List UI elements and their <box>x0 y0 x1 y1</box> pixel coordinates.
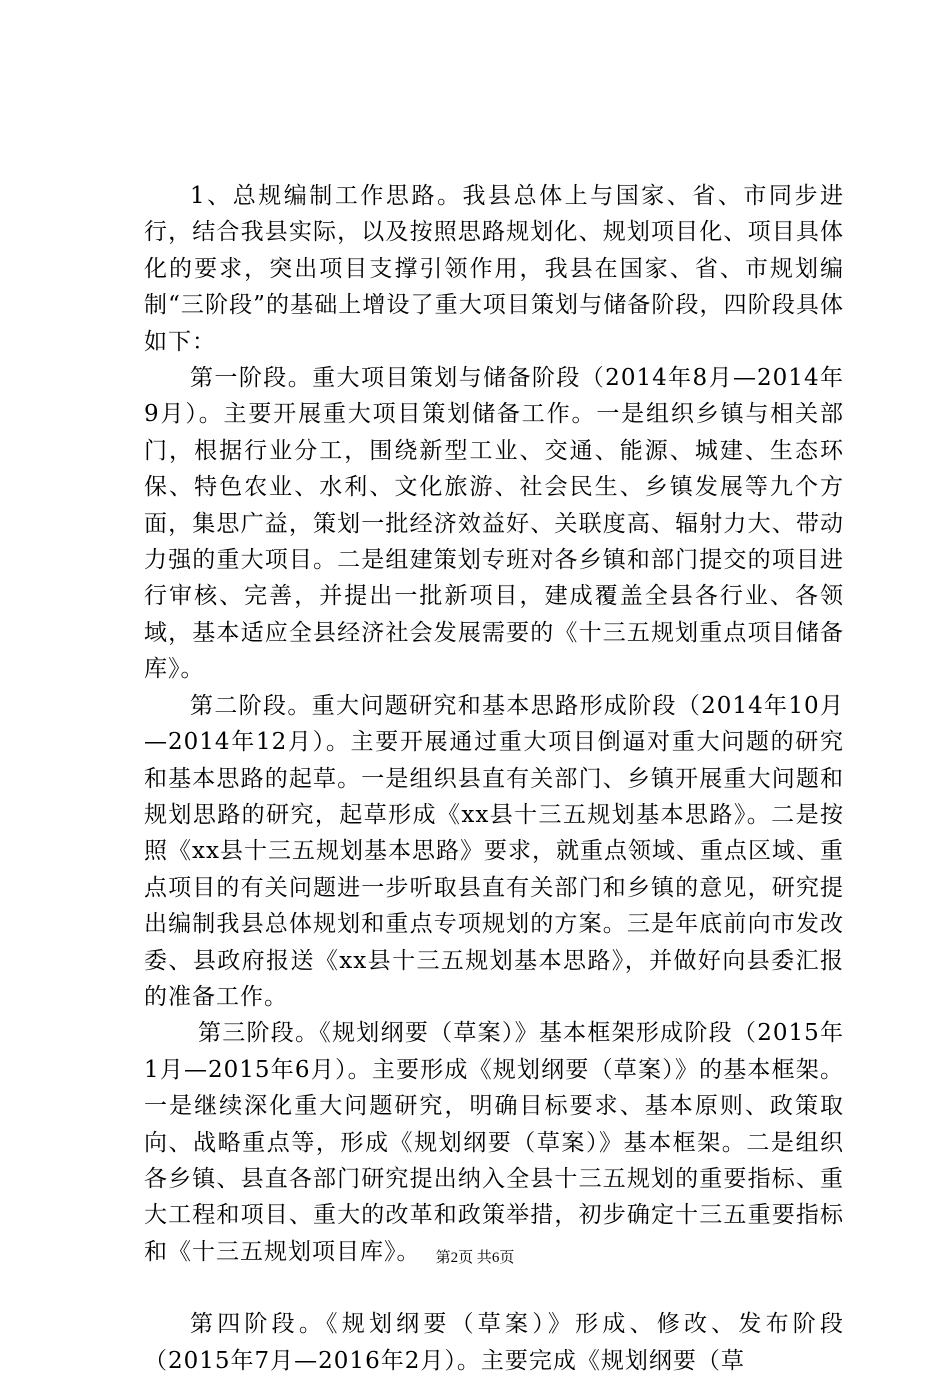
paragraph-stage-three: 第三阶段。《规划纲要（草案）》基本框架形成阶段（2015年1月—2015年6月）。主要形成《规划纲要（草案）》的基本框架。一是继续深化重大问题研究，明确目标要求、基本原则、政策取向、战略重点等，形成《规划纲要（草案）》基本框架。二是组织各乡镇、县直各部门研究提出纳入全县十三五规划的重要指标、重大工程和项目、重大的改革和政策举措，初步确定十三五重要指标和《十三五规划项目库》。 <box>144 1020 844 1265</box>
paragraph-stage-one: 第一阶段。重大项目策划与储备阶段（2014年8月—2014年9月）。主要开展重大项目策划储备工作。一是组织乡镇与相关部门，根据行业分工，围绕新型工业、交通、能源、城建、生态环保、特色农业、水利、文化旅游、社会民生、乡镇发展等九个方面，集思广益，策划一批经济效益好、关联度高、辐射力大、带动力强的重大项目。二是组建策划专班对各乡镇和部门提交的项目进行审核、完善，并提出一批新项目，建成覆盖全县各行业、各领域，基本适应全县经济社会发展需要的《十三五规划重点项目储备库》。 <box>144 365 844 683</box>
paragraph-stage-two: 第二阶段。重大问题研究和基本思路形成阶段（2014年10月—2014年12月）。主要开展通过重大项目倒逼对重大问题的研究和基本思路的起草。一是组织县直有关部门、乡镇开展重大问题和规划思路的研究，起草形成《xx县十三五规划基本思路》。二是按照《xx县十三五规划基本思路》要求，就重点领域、重点区域、重点项目的有关问题进一步听取县直有关部门和乡镇的意见，研究提出编制我县总体规划和重点专项规划的方案。三是年底前向市发改委、县政府报送《xx县十三五规划基本思路》，并做好向县委汇报的准备工作。 <box>144 692 844 1010</box>
document-body <box>144 178 844 1379</box>
paragraph-work-approach: 1、总规编制工作思路。我县总体上与国家、省、市同步进行，结合我县实际，以及按照思路规划化、规划项目化、项目具体化的要求，突出项目支撑引领作用，我县在国家、省、市规划编制“三阶段”的基础上增设了重大项目策划与储备阶段，四阶段具体如下： <box>144 183 844 355</box>
page-footer: 第2页 共6页 <box>435 1250 515 1266</box>
paragraph-stage-four: 第四阶段。《规划纲要（草案）》形成、修改、发布阶段（2015年7月—2016年2月）。主要完成《规划纲要（草 <box>144 1311 844 1374</box>
